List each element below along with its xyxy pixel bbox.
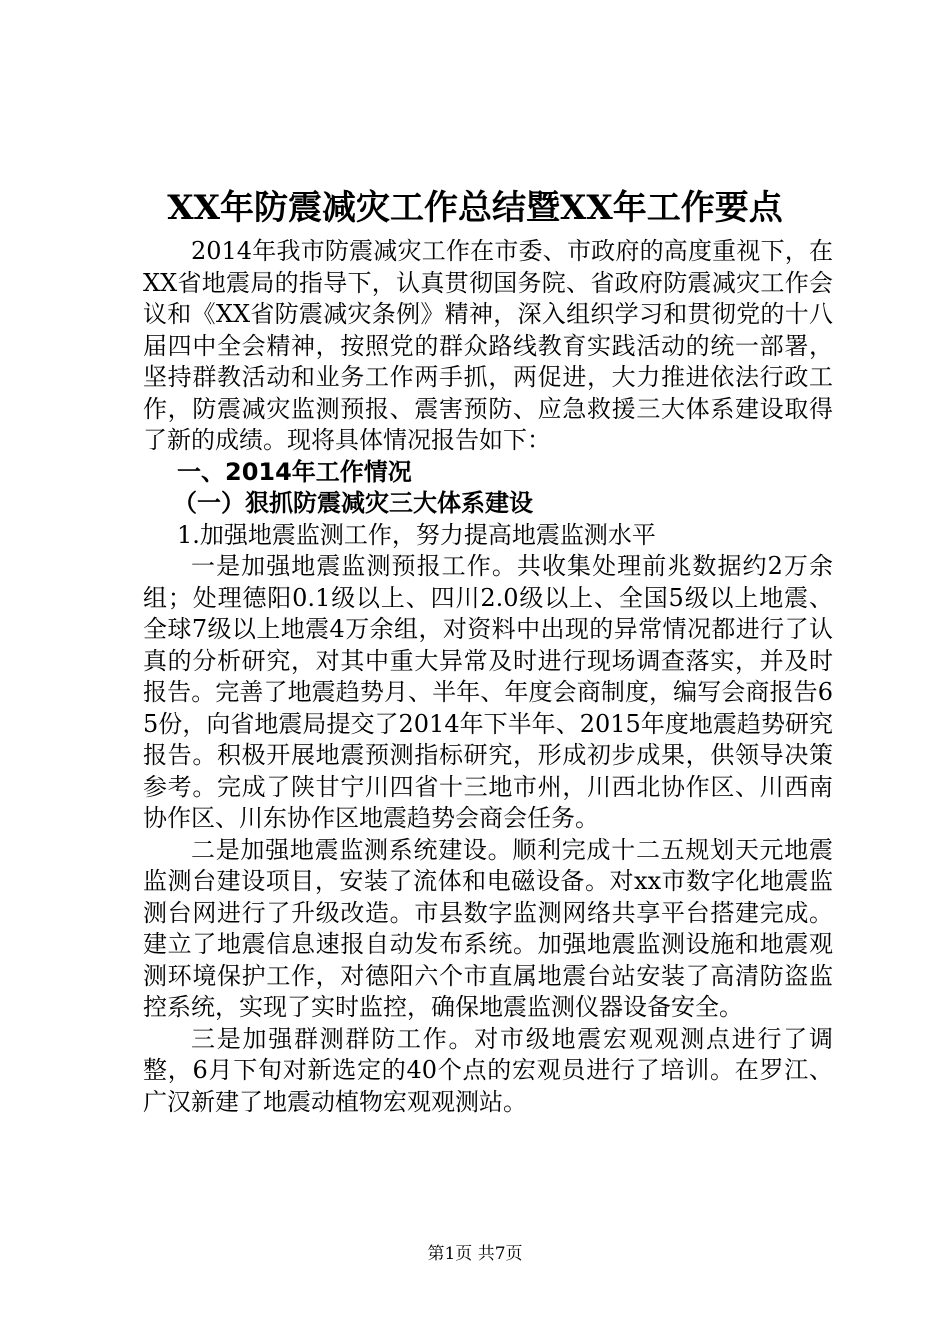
subsection-heading: （一）狠抓防震减灾三大体系建设 <box>173 489 533 517</box>
document-body <box>143 236 833 1118</box>
paragraph-monitoring-forecast: 一是加强地震监测预报工作。共收集处理前兆数据约2万余组；处理德阳0.1级以上、四川2.0级以上、全国5级以上地震、全球7级以上地震4万余组，对资料中出现的异常情况都进行了认真的分析研究，对其中重大异常及时进行现场调查落实，并及时报告。完善了地震趋势月、半年、年度会商制度，编写会商报告65份，向省地震局提交了2014年下半年、2015年度地震趋势研究报告。积极开展地震预测指标研究，形成初步成果，供领导决策参考。完成了陕甘宁川四省十三地市州，川西北协作区、川西南协作区、川东协作区地震趋势会商会任务。 <box>143 552 833 832</box>
section-heading: 一、2014年工作情况 <box>177 457 412 486</box>
intro-paragraph: 2014年我市防震减灾工作在市委、市政府的高度重视下，在XX省地震局的指导下，认真贯彻国务院、省政府防震减灾工作会议和《XX省防震减灾条例》精神，深入组织学习和贯彻党的十八届四中全会精神，按照党的群众路线教育实践活动的统一部署，坚持群教活动和业务工作两手抓，两促进，大力推进依法行政工作，防震减灾监测预报、震害预防、应急救援三大体系建设取得了新的成绩。现将具体情况报告如下： <box>143 237 833 454</box>
document-title: XX年防震减灾工作总结暨XX年工作要点 <box>167 188 783 228</box>
page-number: 第1页 共7页 <box>427 1244 523 1264</box>
paragraph-monitoring-system: 二是加强地震监测系统建设。顺利完成十二五规划天元地震监测台建设项目，安装了流体和电磁设备。对xx市数字化地震监测台网进行了升级改造。市县数字监测网络共享平台搭建完成。建立了地震信息速报自动发布系统。加强地震监测设施和地震观测环境保护工作，对德阳六个市直属地震台站安装了高清防盗监控系统，实现了实时监控，确保地震监测仪器设备安全。 <box>143 835 833 1021</box>
item-heading: 1.加强地震监测工作，努力提高地震监测水平 <box>177 520 656 549</box>
paragraph-mass-monitoring: 三是加强群测群防工作。对市级地震宏观观测点进行了调整，6月下旬对新选定的40个点的宏观员进行了培训。在罗江、广汉新建了地震动植物宏观观测站。 <box>143 1024 833 1116</box>
